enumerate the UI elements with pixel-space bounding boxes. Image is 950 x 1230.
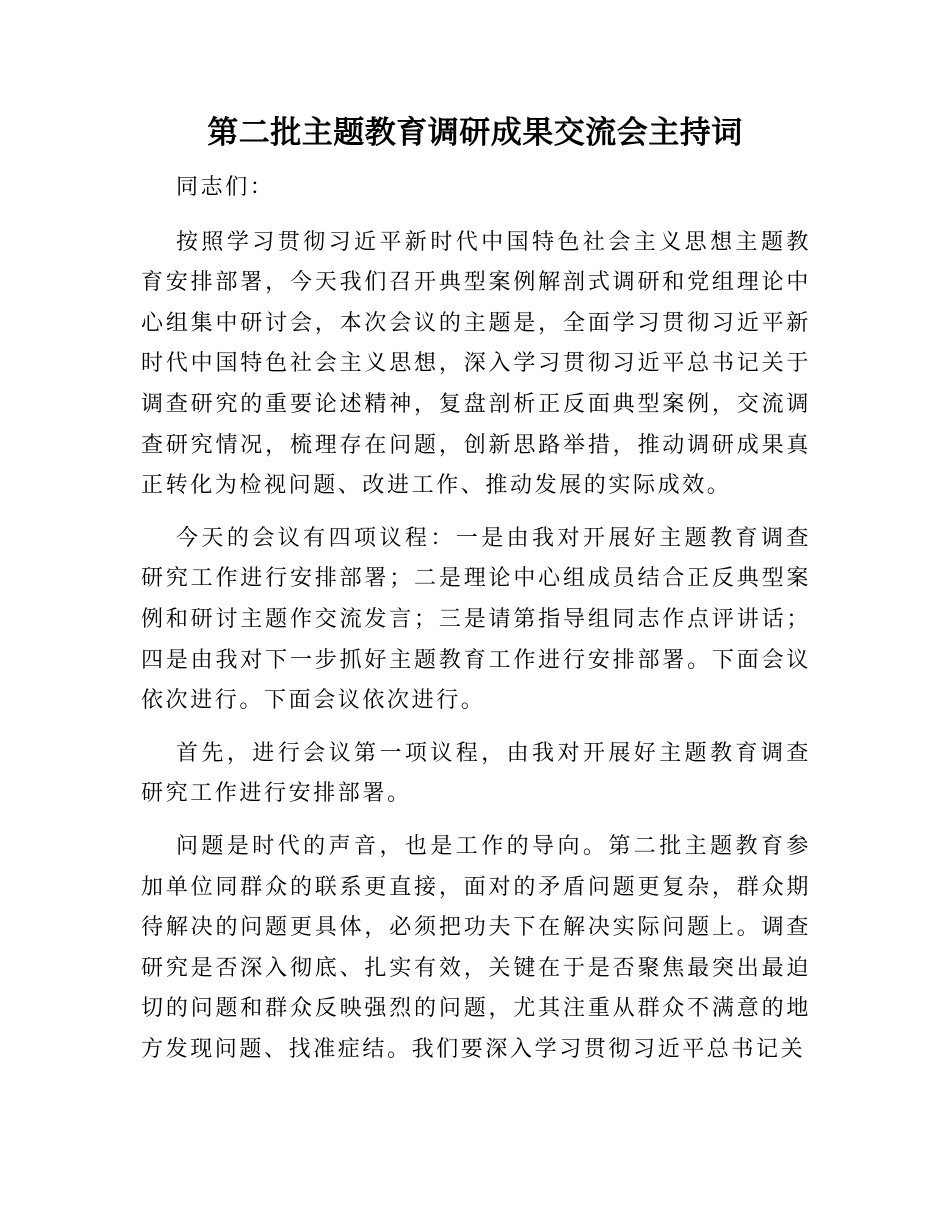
paragraph-problem-orientation: 问题是时代的声音，也是工作的导向。第二批主题教育参加单位同群众的联系更直接，面对的矛盾问题更复杂，群众期待解决的问题更具体，必须把功夫下在解决实际问题上。调查研究是否深入彻底、扎实有效，关键在于是否聚焦最突出最迫切的问题和群众反映强烈的问题，尤其注重从群众不满意的地方发现问题、找准症结。我们要深入学习贯彻习近平总书记关 — [141, 833, 811, 1062]
greeting-line: 同志们： — [176, 175, 275, 200]
paragraph-meeting-intro: 按照学习贯彻习近平新时代中国特色社会主义思想主题教育安排部署，今天我们召开典型案例解剖式调研和党组理论中心组集中研讨会，本次会议的主题是，全面学习贯彻习近平新时代中国特色社会主义思想，深入学习贯彻习近平总书记关于调查研究的重要论述精神，复盘剖析正反面典型案例，交流调查研究情况，梳理存在问题，创新思路举措，推动调研成果真正转化为检视问题、改进工作、推动发展的实际成效。 — [141, 229, 811, 499]
document-body — [141, 168, 811, 1082]
paragraph-first-item: 首先，进行会议第一项议程，由我对开展好主题教育调查研究工作进行安排部署。 — [141, 740, 811, 807]
document-title: 第二批主题教育调研成果交流会主持词 — [207, 115, 743, 151]
paragraph-agenda: 今天的会议有四项议程：一是由我对开展好主题教育调查研究工作进行安排部署；二是理论中心组成员结合正反典型案例和研讨主题作交流发言；三是请第指导组同志作点评讲话；四是由我对下一步抓好主题教育工作进行安排部署。下面会议依次进行。下面会议依次进行。 — [141, 525, 811, 714]
